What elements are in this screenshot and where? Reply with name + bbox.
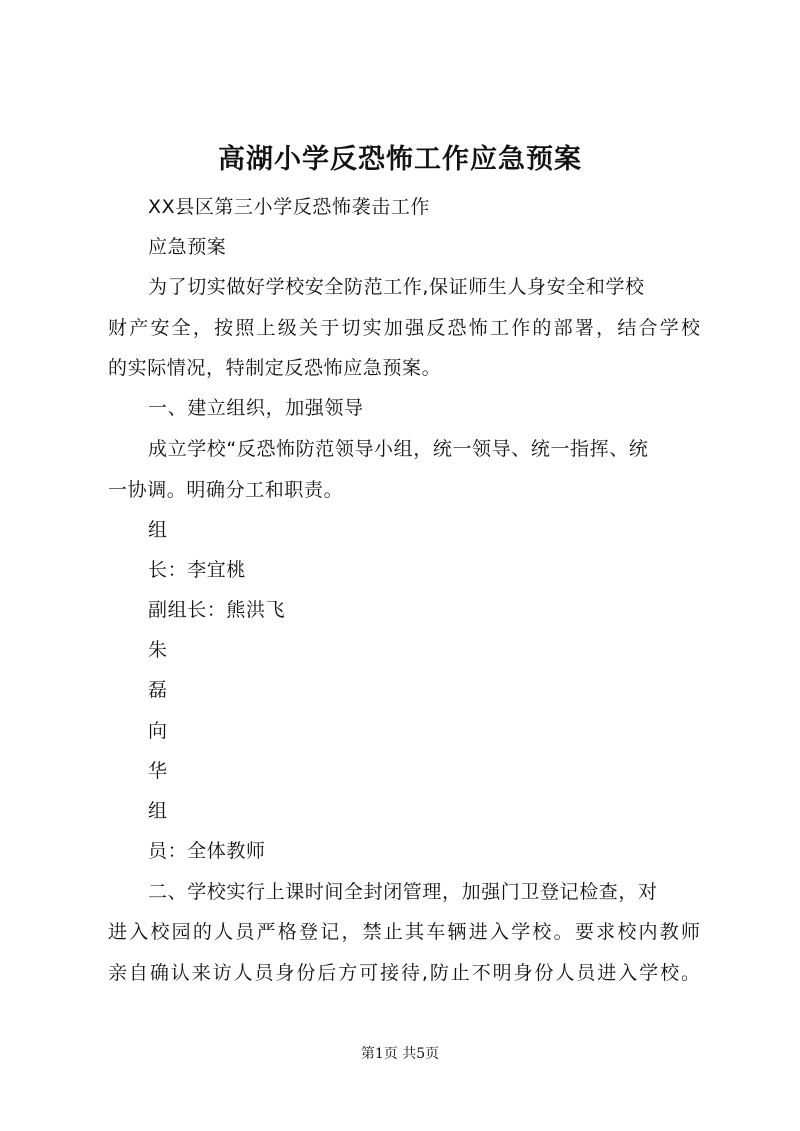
member-line-group: 组: [148, 519, 168, 541]
member-line-deputy: 副组长：熊洪飞: [148, 599, 286, 621]
subtitle-line-1: XX县区第三小学反恐怖袭击工作: [148, 196, 431, 218]
subtitle-line-2: 应急预案: [148, 236, 227, 258]
paragraph-org-line-2: 一协调。明确分工和职责。: [108, 479, 344, 501]
paragraph-intro-line-1: 为了切实做好学校安全防范工作,保证师生人身安全和学校: [148, 276, 645, 298]
member-line-hua: 华: [148, 760, 168, 782]
member-line-members: 员：全体教师: [148, 840, 266, 862]
paragraph-org-line-1: 成立学校“反恐怖防范领导小组，统一领导、统一指挥、统: [148, 438, 649, 460]
paragraph-closure-line-3: 亲自确认来访人员身份后方可接待,防止不明身份人员进入学校。: [108, 962, 700, 984]
paragraph-intro-line-2: 财产安全，按照上级关于切实加强反恐怖工作的部署，结合学校: [108, 317, 700, 339]
section-heading-1: 一、建立组织，加强领导: [148, 397, 364, 419]
member-line-lei: 磊: [148, 679, 168, 701]
member-line-xiang: 向: [148, 720, 168, 742]
page-title: 高湖小学反恐怖工作应急预案: [218, 144, 582, 175]
member-line-group-2: 组: [148, 800, 168, 822]
page-number-footer: 第1页 共5页: [360, 1046, 440, 1062]
member-line-zhu: 朱: [148, 639, 168, 661]
paragraph-intro-line-3: 的实际情况，特制定反恐怖应急预案。: [108, 357, 442, 379]
member-line-leader: 长：李宜桃: [148, 559, 247, 581]
paragraph-closure-line-2: 进入校园的人员严格登记，禁止其车辆进入学校。要求校内教师: [108, 921, 700, 943]
paragraph-closure-line-1: 二、学校实行上课时间全封闭管理，加强门卫登记检查，对: [148, 881, 658, 903]
